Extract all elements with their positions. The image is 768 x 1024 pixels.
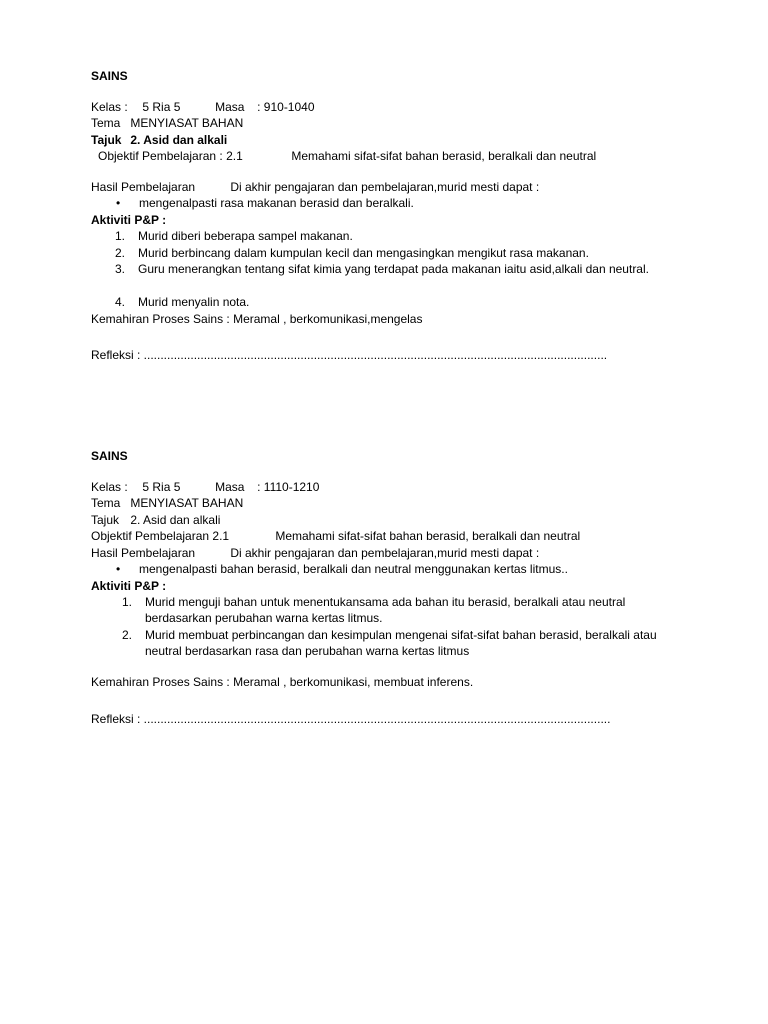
objektif-label: Objektif Pembelajaran : 2.1 xyxy=(98,149,243,163)
lesson-plan-section-2 xyxy=(91,448,691,727)
tajuk-value: 2. Asid dan alkali xyxy=(130,132,228,147)
list-item-number: 4. xyxy=(115,295,126,309)
hasil-bullet: • mengenalpasti bahan berasid, beralkali dan neutral menggunakan kertas litmus.. xyxy=(91,561,691,578)
list-item-text: Murid diberi beberapa sampel makanan. xyxy=(138,229,353,243)
hasil-row xyxy=(91,179,691,196)
tajuk-row xyxy=(91,512,691,529)
kelas-value: 5 Ria 5 xyxy=(142,99,181,114)
refleksi-row: Refleksi : ........................................................................................................................................... xyxy=(91,348,608,362)
list-item-number: 2. xyxy=(122,628,133,642)
kemahiran-row: Kemahiran Proses Sains : Meramal , berkomunikasi,mengelas xyxy=(91,311,423,326)
kemahiran-row: Kemahiran Proses Sains : Meramal , berkomunikasi, membuat inferens. xyxy=(91,675,474,689)
tajuk-label: Tajuk xyxy=(91,132,122,147)
hasil-label: Hasil Pembelajaran xyxy=(91,179,196,194)
list-item xyxy=(91,294,691,311)
tema-label: Tema xyxy=(91,116,121,130)
kelas-label: Kelas : xyxy=(91,479,128,494)
tema-row xyxy=(91,115,691,132)
tajuk-row xyxy=(91,132,691,149)
aktiviti-list xyxy=(91,228,691,311)
list-item xyxy=(91,594,675,627)
list-item-text: Murid menguji bahan untuk menentukansama ada bahan itu berasid, beralkali atau neutral berdasarkan perubahan warna kertas litmus. xyxy=(145,595,626,625)
list-item xyxy=(91,245,691,262)
list-item-number: 1. xyxy=(115,229,126,243)
tema-value: MENYIASAT BAHAN xyxy=(130,116,244,130)
list-item-text: Murid menyalin nota. xyxy=(138,295,250,309)
list-item-number: 3. xyxy=(115,262,126,276)
hasil-bullet: • mengenalpasti rasa makanan berasid dan beralkali. xyxy=(91,195,691,212)
tema-row xyxy=(91,495,691,512)
list-item-number: 2. xyxy=(115,245,126,260)
masa-label: Masa xyxy=(215,479,245,494)
refleksi-row: Refleksi : ............................................................................................................................................ xyxy=(91,711,611,726)
list-item xyxy=(91,261,658,294)
objektif-row xyxy=(91,528,691,545)
list-item xyxy=(91,228,691,245)
list-item-text: Murid berbincang dalam kumpulan kecil dan mengasingkan mengikut rasa makanan. xyxy=(138,245,589,260)
section-heading: SAINS xyxy=(91,449,128,463)
tajuk-value: 2. Asid dan alkali xyxy=(130,512,221,527)
masa-value: : 1110-1210 xyxy=(257,479,320,494)
tema-label: Tema xyxy=(91,496,121,510)
tema-value: MENYIASAT BAHAN xyxy=(130,496,244,510)
tajuk-label: Tajuk xyxy=(91,512,120,527)
kelas-masa-row xyxy=(91,99,691,116)
masa-value: : 910-1040 xyxy=(257,99,315,114)
hasil-label: Hasil Pembelajaran xyxy=(91,545,196,560)
hasil-value: Di akhir pengajaran dan pembelajaran,murid mesti dapat : xyxy=(230,545,540,560)
lesson-plan-section-1 xyxy=(91,68,691,364)
objektif-value: Memahami sifat-sifat bahan berasid, beralkali dan neutral xyxy=(291,149,597,163)
objektif-label: Objektif Pembelajaran 2.1 xyxy=(91,529,230,543)
kelas-label: Kelas : xyxy=(91,99,128,114)
list-item xyxy=(91,627,675,660)
hasil-value: Di akhir pengajaran dan pembelajaran,murid mesti dapat : xyxy=(230,179,540,194)
list-item-text: Murid membuat perbincangan dan kesimpulan mengenai sifat-sifat bahan berasid, beralkali atau neutral berdasarkan rasa dan perubahan warna kertas litmus xyxy=(145,628,657,658)
aktiviti-list xyxy=(91,594,691,660)
list-item-number: 1. xyxy=(122,595,133,609)
objektif-row xyxy=(91,148,691,165)
masa-label: Masa xyxy=(215,99,245,114)
objektif-value: Memahami sifat-sifat bahan berasid, beralkali dan neutral xyxy=(275,529,581,543)
kelas-value: 5 Ria 5 xyxy=(142,479,181,494)
aktiviti-label: Aktiviti P&P : xyxy=(91,212,167,227)
aktiviti-label: Aktiviti P&P : xyxy=(91,578,167,593)
list-item-text: Guru menerangkan tentang sifat kimia yang terdapat pada makanan iaitu asid,alkali dan neutral. xyxy=(138,262,649,276)
hasil-row xyxy=(91,545,691,562)
section-heading: SAINS xyxy=(91,69,128,83)
kelas-masa-row xyxy=(91,479,691,496)
